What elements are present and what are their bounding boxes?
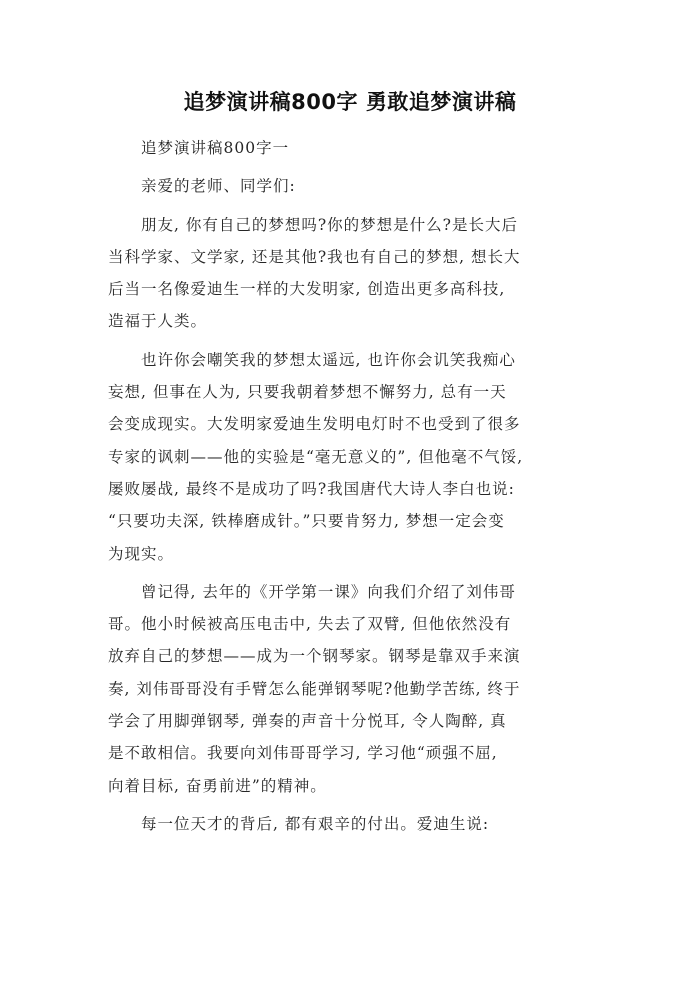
body-line: 是不敢相信。我要向刘伟哥哥学习, 学习他“顽强不屈,	[108, 744, 498, 763]
body-line: 奏, 刘伟哥哥没有手臂怎么能弹钢琴呢?他勤学苦练, 终于	[108, 679, 521, 698]
body-line: 会变成现实。大发明家爱迪生发明电灯时不也受到了很多	[108, 415, 521, 434]
document-body	[108, 132, 598, 840]
body-line: 也许你会嘲笑我的梦想太遥远, 也许你会讥笑我痴心	[141, 350, 516, 369]
body-line: 放弃自己的梦想——成为一个钢琴家。钢琴是靠双手来演	[108, 647, 521, 666]
body-line: 每一位天才的背后, 都有艰辛的付出。爱迪生说:	[141, 814, 490, 833]
body-line: 为现实。	[108, 544, 175, 563]
body-line: 后当一名像爱迪生一样的大发明家, 创造出更多高科技,	[108, 280, 506, 299]
body-line: 学会了用脚弹钢琴, 弹奏的声音十分悦耳, 令人陶醉, 真	[108, 712, 507, 731]
body-line: 哥。他小时候被高压电击中, 失去了双臂, 但他依然没有	[108, 615, 512, 634]
body-line: 当科学家、文学家, 还是其他?我也有自己的梦想, 想长大	[108, 247, 521, 266]
body-line: “只要功夫深, 铁棒磨成针。”只要肯努力, 梦想一定会变	[108, 512, 505, 531]
body-line: 曾记得, 去年的《开学第一课》向我们介绍了刘伟哥	[141, 582, 516, 601]
body-line: 妄想, 但事在人为, 只要我朝着梦想不懈努力, 总有一天	[108, 383, 507, 402]
body-line: 专家的讽刺——他的实验是“毫无意义的”, 但他毫不气馁,	[108, 447, 524, 466]
body-line: 向着目标, 奋勇前进”的精神。	[108, 776, 327, 795]
document-title: 追梦演讲稿800字 勇敢追梦演讲稿	[183, 90, 517, 114]
body-line: 朋友, 你有自己的梦想吗?你的梦想是什么?是长大后	[141, 215, 518, 234]
body-line: 亲爱的老师、同学们:	[141, 177, 296, 196]
body-line: 屡败屡战, 最终不是成功了吗?我国唐代大诗人李白也说:	[108, 479, 515, 498]
body-line: 造福于人类。	[108, 312, 208, 331]
body-line: 追梦演讲稿800字一	[141, 139, 290, 157]
